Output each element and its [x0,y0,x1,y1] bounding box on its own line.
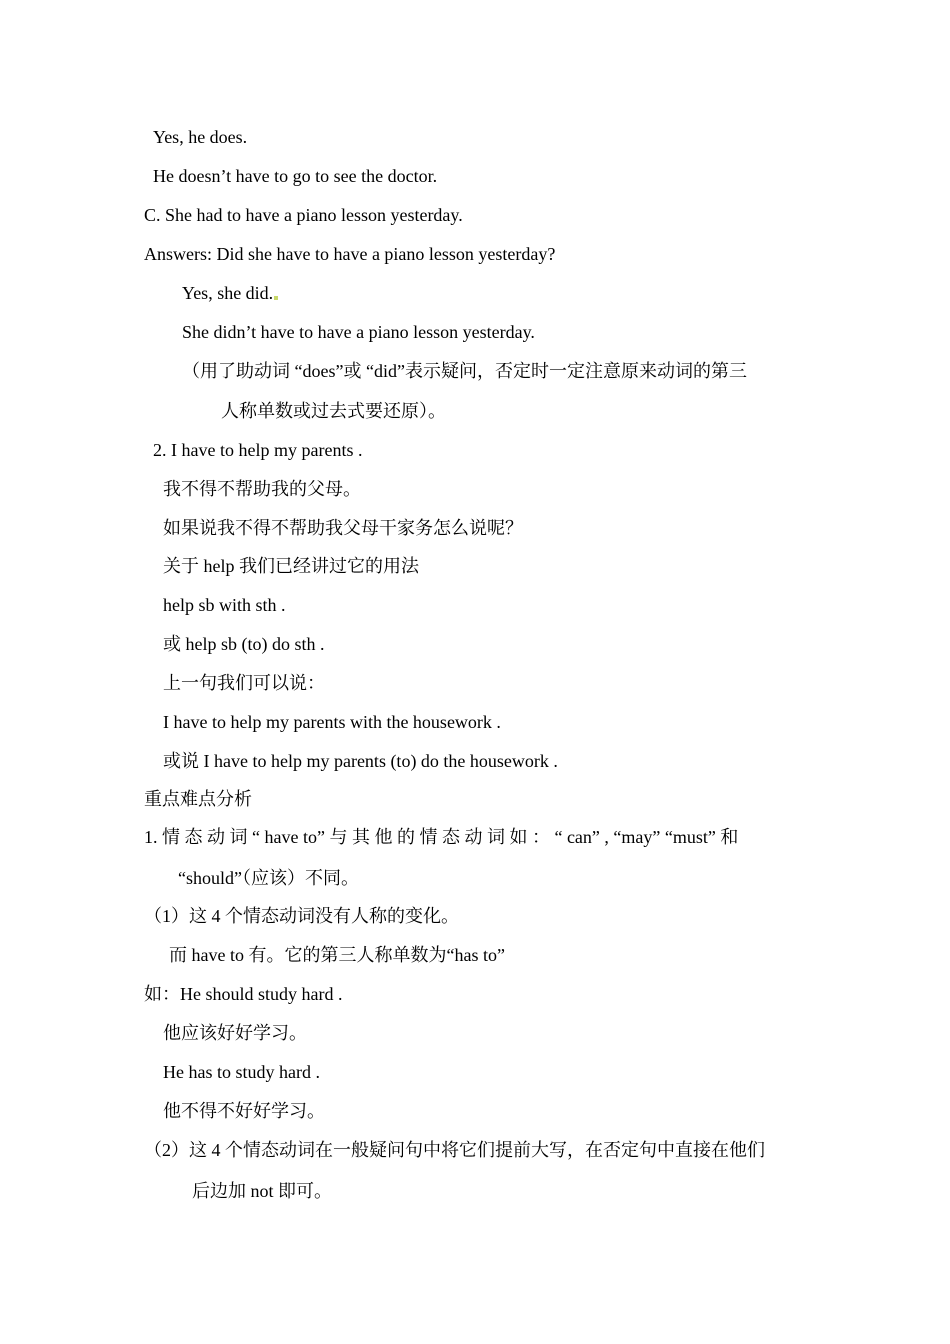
text-line-7: （用了助动词 “does”或 “did”表示疑问，否定时一定注意原来动词的第三 [182,361,747,381]
text-line-4: Answers: Did she have to have a piano lesson yesterday? [144,244,556,264]
text-line-12: 关于 help 我们已经讲过它的用法 [163,556,419,576]
text-line-8: 人称单数或过去式要还原）。 [221,401,446,421]
text-line-17: 或说 I have to help my parents (to) do the housework . [163,751,558,771]
text-line-19: 1. 情 态 动 词 “ have to” 与 其 他 的 情 态 动 词 如 ： “ can” , “may” “must” 和 [144,827,739,847]
text-line-11: 如果说我不得不帮助我父母干家务怎么说呢？ [163,518,523,538]
text-line-27: （2）这 4 个情态动词在一般疑问句中将它们提前大写，在否定句中直接在他们 [144,1140,765,1160]
text-line-26: 他不得不好好学习。 [163,1101,325,1121]
text-line-28: 后边加 not 即可。 [192,1181,333,1201]
text-line-10: 我不得不帮助我的父母。 [163,479,361,499]
text-line-22: 而 have to 有。它的第三人称单数为“has to” [169,945,505,965]
text-line-23: 如：He should study hard . [144,984,343,1004]
text-line-20: “should”（应该）不同。 [178,868,359,888]
text-line-1: Yes, he does. [153,127,248,147]
text-line-2: He doesn’t have to go to see the doctor. [153,166,438,186]
text-line-3: C. She had to have a piano lesson yesterday. [144,205,463,225]
text-line-13: help sb with sth . [163,595,286,615]
text-line-21: （1）这 4 个情态动词没有人称的变化。 [144,906,459,926]
text-line-15: 上一句我们可以说： [163,673,325,693]
text-line-5-content: Yes, she did. [182,283,274,303]
text-line-5 [182,281,278,305]
text-line-25: He has to study hard . [163,1062,320,1082]
text-line-16: I have to help my parents with the housework . [163,712,501,732]
text-line-6: She didn’t have to have a piano lesson yesterday. [182,322,535,342]
highlight-mark [274,296,278,300]
text-line-14: 或 help sb (to) do sth . [163,634,325,654]
section-heading: 重点难点分析 [144,789,252,809]
text-line-24: 他应该好好学习。 [163,1023,307,1043]
text-line-9: 2. I have to help my parents . [153,440,363,460]
